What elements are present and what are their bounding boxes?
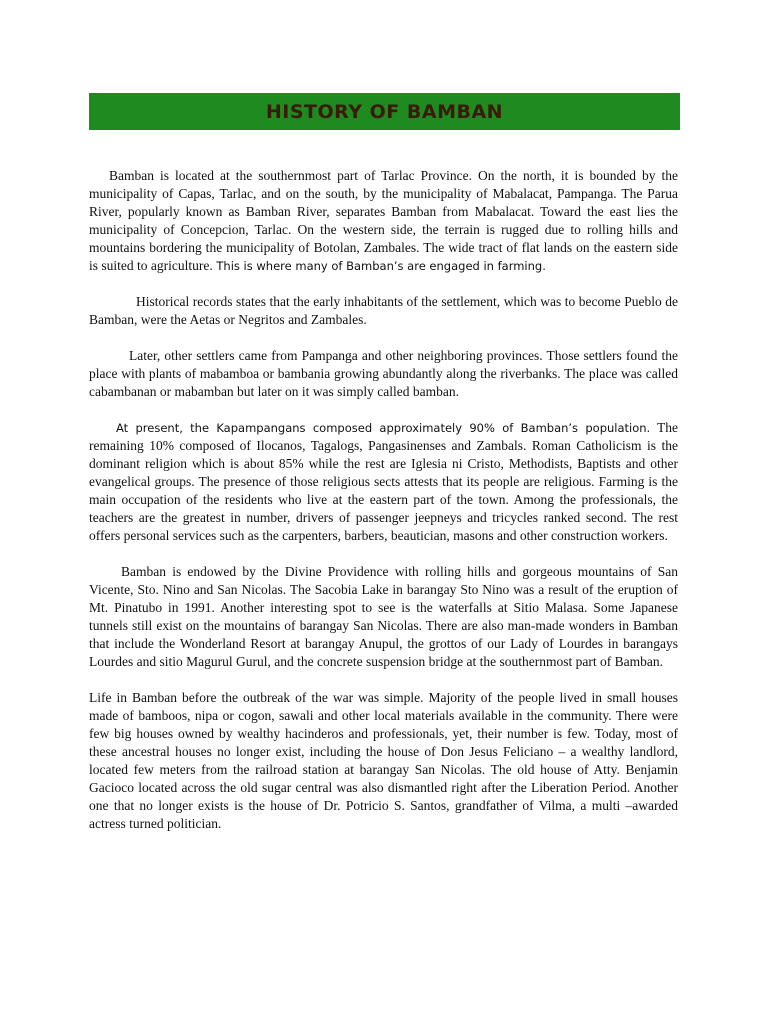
document-body [89, 167, 678, 851]
paragraph-population [89, 419, 678, 545]
paragraph-text: Bamban is endowed by the Divine Providence with rolling hills and gorgeous mountains of San Vicente, Sto. Nino and San Nicolas. The Sacobia Lake in barangay Sto Nino was a result of the eruption of Mt. Pinatubo in 1991. Another interesting spot to see is the waterfalls at Sitio Malasa. Some Japanese tunnels still exist on the mountains of barangay San Nicolas. There are also man-made wonders in Bamban that include the Wonderland Resort at barangay Anupul, the grottos of our Lady of Lourdes in barangays Lourdes and sitio Magurul Gurul, and the concrete suspension bridge at the southernmost part of Bamban. [89, 564, 678, 669]
paragraph-text: Later, other settlers came from Pampanga and other neighboring provinces. Those settlers found the place with plants of mabamboa or bambania growing abundantly along the riverbanks. The place was called cabambanan or mabamban but later on it was simply called bamban. [89, 348, 678, 399]
page-title: HISTORY OF BAMBAN [265, 100, 504, 123]
paragraph-text: Historical records states that the early inhabitants of the settlement, which was to become Pueblo de Bamban, were the Aetas or Negritos and Zambales. [89, 294, 678, 327]
paragraph-lead: At present, the Kapampangans composed approximately 90% of Bamban’s population. [116, 421, 651, 435]
paragraph-text: The remaining 10% composed of Ilocanos, Tagalogs, Pangasinenses and Zambals. Roman Catholicism is the dominant religion which is about 85% while the rest are Iglesia ni Cristo, Methodists, Baptists and other evangelical groups. The presence of those religious sects attests that its people are religious. Farming is the main occupation of the residents who live at the eastern part of the town. Among the professionals, the teachers are the greatest in number, drivers of passenger jeepneys and tricycles ranked second. The rest offers personal services such as the carpenters, barbers, beautician, masons and other construction workers. [89, 420, 678, 543]
title-banner [89, 93, 680, 130]
paragraph-tail: This is where many of Bamban’s are engaged in farming. [212, 259, 546, 273]
paragraph-settlers [89, 347, 678, 401]
paragraph-life [89, 689, 678, 833]
paragraph-inhabitants [89, 293, 678, 329]
paragraph-landmarks [89, 563, 678, 671]
paragraph-text: Life in Bamban before the outbreak of the war was simple. Majority of the people lived in small houses made of bamboos, nipa or cogon, sawali and other local materials available in the community. There were few big houses owned by wealthy hacinderos and professionals, yet, their number is few. Today, most of these ancestral houses no longer exist, including the house of Don Jesus Feliciano – a wealthy landlord, located few meters from the railroad station at barangay San Nicolas. The old house of Atty. Benjamin Gacioco located across the old sugar central was also dismantled right after the Liberation Period. Another one that no longer exists is the house of Dr. Potricio S. Santos, grandfather of Vilma, a multi –awarded actress turned politician. [89, 690, 678, 831]
paragraph-text: Bamban is located at the southernmost part of Tarlac Province. On the north, it is bounded by the municipality of Capas, Tarlac, and on the south, by the municipality of Mabalacat, Pampanga. The Parua River, popularly known as Bamban River, separates Bamban from Mabalacat. Toward the east lies the municipality of Concepcion, Tarlac. On the western side, the terrain is rugged due to rolling hills and mountains bordering the municipality of Botolan, Zambales. The wide tract of flat lands on the eastern side is suited to agriculture. [89, 168, 678, 273]
paragraph-location [89, 167, 678, 275]
